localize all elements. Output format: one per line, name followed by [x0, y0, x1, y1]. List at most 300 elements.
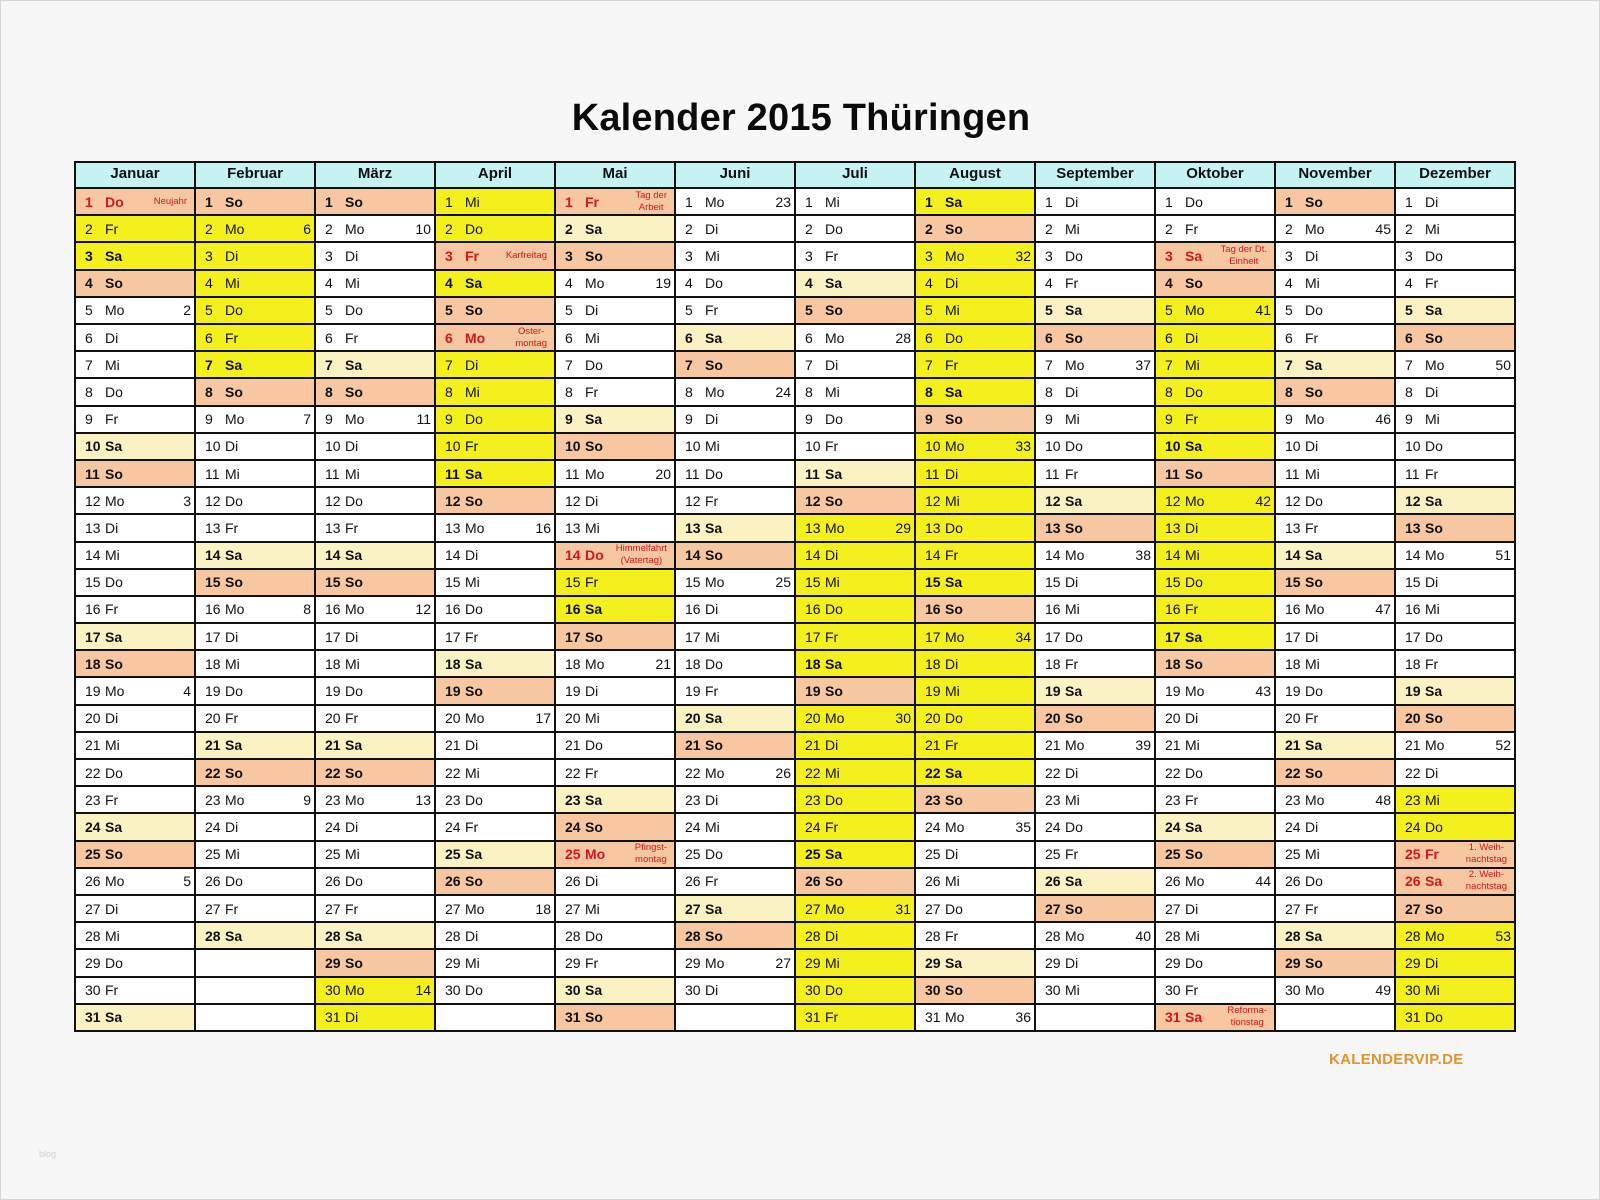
day-cell [1396, 434, 1516, 461]
day-cell [76, 461, 196, 488]
day-cell [796, 1005, 916, 1032]
week-number: 51 [1495, 547, 1511, 564]
weekday-label: Fr [105, 411, 119, 428]
day-cell [196, 407, 316, 434]
day-number: 11 [325, 465, 340, 482]
day-cell [556, 760, 676, 787]
day-cell [436, 407, 556, 434]
weekday-label: Mo [345, 791, 365, 808]
day-cell [916, 543, 1036, 570]
day-cell [196, 298, 316, 325]
day-cell [1156, 515, 1276, 542]
day-number: 7 [85, 356, 93, 373]
day-number: 25 [1165, 846, 1181, 863]
day-cell [436, 379, 556, 406]
weekday-label: Sa [1185, 628, 1203, 645]
weekday-label: Di [465, 356, 479, 373]
weekday-label: Fr [225, 519, 239, 536]
day-number: 30 [85, 982, 101, 999]
day-cell [1156, 842, 1276, 869]
day-number: 24 [325, 819, 341, 836]
day-cell [316, 733, 436, 760]
weekday-label: Sa [1425, 873, 1443, 890]
day-cell [76, 869, 196, 896]
day-cell [796, 325, 916, 352]
weekday-label: Fr [1185, 220, 1199, 237]
day-cell [1396, 978, 1516, 1005]
day-cell [796, 243, 916, 270]
day-cell [196, 271, 316, 298]
weekday-label: Di [945, 275, 959, 292]
site-logo[interactable]: KALENDERVIP.DE [1329, 1051, 1464, 1068]
weekday-label: Sa [1305, 356, 1323, 373]
day-cell [676, 434, 796, 461]
day-number: 8 [565, 383, 573, 400]
day-number: 22 [325, 764, 341, 781]
day-number: 12 [205, 492, 221, 509]
day-cell [76, 515, 196, 542]
day-cell [1156, 189, 1276, 216]
weekday-label: Mi [1065, 411, 1080, 428]
weekday-label: So [1425, 900, 1443, 917]
day-cell [676, 950, 796, 977]
day-cell [316, 597, 436, 624]
day-cell [1036, 597, 1156, 624]
day-cell [916, 678, 1036, 705]
day-cell [1036, 733, 1156, 760]
day-number: 11 [1285, 465, 1300, 482]
weekday-label: Di [1425, 383, 1439, 400]
day-number: 14 [1165, 547, 1181, 564]
week-number: 21 [655, 655, 671, 672]
weekday-label: Mi [1425, 791, 1440, 808]
holiday-name: Reforma- tionstag [1227, 1005, 1267, 1029]
weekday-label: Do [945, 900, 963, 917]
weekday-label: Fr [1425, 465, 1439, 482]
day-number: 7 [445, 356, 453, 373]
day-number: 28 [85, 927, 101, 944]
day-number: 4 [85, 275, 93, 292]
weekday-label: Sa [1305, 547, 1323, 564]
day-cell [916, 842, 1036, 869]
day-cell [556, 189, 676, 216]
weekday-label: So [585, 247, 603, 264]
day-number: 9 [565, 411, 573, 428]
day-cell [796, 869, 916, 896]
day-cell [316, 570, 436, 597]
day-number: 19 [325, 683, 341, 700]
day-cell [556, 869, 676, 896]
day-number: 14 [1285, 547, 1301, 564]
day-number: 20 [565, 710, 581, 727]
day-number: 20 [1045, 710, 1061, 727]
weekday-label: Sa [1065, 683, 1083, 700]
weekday-label: Do [825, 982, 843, 999]
weekday-label: Do [105, 764, 123, 781]
weekday-label: Sa [1185, 819, 1203, 836]
weekday-label: So [345, 574, 363, 591]
week-number: 12 [415, 601, 431, 618]
day-number: 13 [565, 519, 581, 536]
weekday-label: Fr [465, 438, 479, 455]
weekday-label: Fr [1065, 465, 1079, 482]
weekday-label: Sa [1185, 438, 1203, 455]
day-cell [556, 243, 676, 270]
day-cell [316, 950, 436, 977]
day-number: 22 [1405, 764, 1421, 781]
day-cell [556, 407, 676, 434]
weekday-label: Mo [465, 710, 485, 727]
day-cell [916, 216, 1036, 243]
day-cell [1396, 706, 1516, 733]
day-cell [1276, 189, 1396, 216]
weekday-label: Di [1185, 519, 1199, 536]
day-number: 29 [565, 955, 581, 971]
day-cell [316, 1005, 436, 1032]
weekday-label: Di [825, 927, 839, 944]
day-number: 10 [1045, 438, 1061, 455]
day-number: 10 [1405, 438, 1421, 455]
day-cell [1276, 814, 1396, 841]
weekday-label: Sa [465, 465, 483, 482]
week-number: 8 [303, 601, 311, 618]
day-number: 11 [565, 465, 580, 482]
month-header-11: November [1276, 163, 1396, 189]
day-cell [796, 760, 916, 787]
day-number: 24 [85, 819, 101, 836]
week-number: 47 [1375, 601, 1391, 618]
day-cell [1036, 787, 1156, 814]
weekday-label: Fr [1305, 900, 1319, 917]
day-cell [436, 814, 556, 841]
day-number: 19 [565, 683, 581, 700]
day-number: 17 [925, 628, 941, 645]
day-number: 19 [1045, 683, 1061, 700]
day-number: 7 [805, 356, 813, 373]
day-number: 6 [445, 329, 453, 346]
weekday-label: Di [345, 1009, 359, 1026]
day-number: 17 [445, 628, 461, 645]
weekday-label: So [465, 683, 483, 700]
day-number: 18 [205, 655, 221, 672]
day-cell [676, 407, 796, 434]
weekday-label: Mi [465, 764, 480, 781]
day-cell [196, 814, 316, 841]
day-cell [1276, 597, 1396, 624]
weekday-label: So [1305, 193, 1323, 210]
weekday-label: Mo [225, 411, 245, 428]
day-cell [676, 760, 796, 787]
day-cell [796, 733, 916, 760]
week-number: 14 [415, 982, 431, 999]
weekday-label: Sa [945, 193, 963, 210]
holiday-name: Oster- montag [515, 325, 547, 349]
day-cell [1396, 597, 1516, 624]
day-number: 15 [1045, 574, 1061, 591]
day-number: 30 [325, 982, 341, 999]
day-cell [436, 651, 556, 678]
weekday-label: Di [1065, 574, 1079, 591]
day-cell [1036, 216, 1156, 243]
weekday-label: Do [585, 356, 603, 373]
day-cell [1276, 651, 1396, 678]
day-number: 29 [805, 955, 821, 971]
weekday-label: So [225, 193, 243, 210]
week-number: 4 [183, 683, 191, 700]
month-header-3: März [316, 163, 436, 189]
week-number: 16 [535, 519, 551, 536]
day-number: 26 [565, 873, 581, 890]
day-number: 29 [685, 955, 701, 971]
weekday-label: Sa [825, 655, 843, 672]
day-number: 27 [565, 900, 581, 917]
day-number: 30 [565, 982, 581, 999]
day-number: 23 [805, 791, 821, 808]
weekday-label: Fr [1185, 982, 1199, 999]
weekday-label: Di [1305, 247, 1319, 264]
weekday-label: Sa [705, 329, 723, 346]
weekday-label: Mi [1425, 601, 1440, 618]
day-number: 5 [1405, 302, 1413, 319]
month-header-10: Oktober [1156, 163, 1276, 189]
weekday-label: Sa [945, 383, 963, 400]
weekday-label: Sa [705, 900, 723, 917]
weekday-label: Sa [1065, 873, 1083, 890]
day-number: 6 [1405, 329, 1413, 346]
weekday-label: Fr [1185, 791, 1199, 808]
weekday-label: Fr [1065, 846, 1079, 863]
day-number: 8 [805, 383, 813, 400]
weekday-label: Sa [105, 438, 123, 455]
day-cell [916, 461, 1036, 488]
weekday-label: Fr [825, 819, 839, 836]
day-cell [76, 624, 196, 651]
weekday-label: Mo [345, 982, 365, 999]
day-cell [436, 787, 556, 814]
weekday-label: Sa [585, 411, 603, 428]
day-cell [1396, 461, 1516, 488]
day-number: 31 [805, 1009, 821, 1026]
weekday-label: Fr [105, 982, 119, 999]
day-cell [436, 624, 556, 651]
weekday-label: Mo [105, 873, 125, 890]
day-cell [1396, 298, 1516, 325]
day-number: 3 [685, 247, 693, 264]
weekday-label: Mi [705, 819, 720, 836]
day-cell [1036, 488, 1156, 515]
day-number: 29 [445, 955, 461, 971]
weekday-label: So [1065, 329, 1083, 346]
weekday-label: Do [105, 955, 123, 971]
weekday-label: Do [465, 791, 483, 808]
weekday-label: So [465, 873, 483, 890]
weekday-label: Do [1185, 764, 1203, 781]
weekday-label: Mo [105, 302, 125, 319]
day-cell [796, 597, 916, 624]
day-cell [1156, 352, 1276, 379]
week-number: 37 [1135, 356, 1151, 373]
weekday-label: Do [1305, 873, 1323, 890]
weekday-label: Sa [345, 737, 363, 754]
week-number: 19 [655, 275, 671, 292]
day-number: 27 [445, 900, 461, 917]
day-number: 24 [925, 819, 941, 836]
day-number: 27 [805, 900, 821, 917]
weekday-label: Mi [1065, 791, 1080, 808]
day-cell [1396, 543, 1516, 570]
weekday-label: Fr [945, 547, 959, 564]
day-number: 3 [805, 247, 813, 264]
weekday-label: Mo [1185, 873, 1205, 890]
weekday-label: Sa [1185, 1009, 1203, 1026]
weekday-label: Fr [1425, 846, 1439, 863]
weekday-label: Do [345, 873, 363, 890]
weekday-label: Mo [825, 519, 845, 536]
day-number: 7 [1045, 356, 1053, 373]
day-cell [76, 216, 196, 243]
day-cell [196, 896, 316, 923]
day-number: 19 [1285, 683, 1301, 700]
day-cell [436, 678, 556, 705]
week-number: 52 [1495, 737, 1511, 754]
weekday-label: Do [345, 302, 363, 319]
day-number: 13 [925, 519, 941, 536]
day-number: 14 [85, 547, 101, 564]
weekday-label: Mi [105, 927, 120, 944]
day-cell [1396, 325, 1516, 352]
weekday-label: Mo [1185, 492, 1205, 509]
day-cell [316, 543, 436, 570]
day-cell [676, 352, 796, 379]
day-cell [916, 597, 1036, 624]
day-number: 9 [1405, 411, 1413, 428]
weekday-label: Mo [1425, 547, 1445, 564]
day-cell [196, 515, 316, 542]
day-number: 12 [1285, 492, 1301, 509]
weekday-label: Fr [225, 710, 239, 727]
day-cell [436, 896, 556, 923]
day-number: 24 [1405, 819, 1421, 836]
day-cell [1276, 624, 1396, 651]
day-number: 2 [925, 220, 933, 237]
day-cell [1156, 896, 1276, 923]
day-cell [676, 461, 796, 488]
weekday-label: Mi [1425, 411, 1440, 428]
weekday-label: Di [585, 302, 599, 319]
month-header-4: April [436, 163, 556, 189]
weekday-label: Do [1425, 438, 1443, 455]
day-number: 3 [445, 247, 453, 264]
day-number: 2 [1045, 220, 1053, 237]
weekday-label: Mo [225, 220, 245, 237]
weekday-label: Do [105, 383, 123, 400]
day-number: 14 [805, 547, 821, 564]
week-number: 9 [303, 791, 311, 808]
weekday-label: Mo [1065, 927, 1085, 944]
day-cell [316, 624, 436, 651]
day-cell [916, 760, 1036, 787]
weekday-label: Sa [1425, 302, 1443, 319]
day-number: 24 [205, 819, 221, 836]
weekday-label: So [225, 574, 243, 591]
weekday-label: Do [705, 275, 723, 292]
day-number: 13 [1165, 519, 1181, 536]
weekday-label: Fr [585, 764, 599, 781]
day-number: 5 [85, 302, 93, 319]
day-cell [556, 325, 676, 352]
weekday-label: Sa [225, 547, 243, 564]
day-number: 3 [1285, 247, 1293, 264]
weekday-label: So [705, 737, 723, 754]
day-cell [1276, 515, 1396, 542]
weekday-label: So [945, 601, 963, 618]
day-number: 1 [925, 193, 933, 210]
day-cell [796, 515, 916, 542]
day-cell [676, 379, 796, 406]
day-cell [196, 352, 316, 379]
day-number: 16 [85, 601, 101, 618]
empty-day-cell [196, 978, 316, 1005]
day-number: 1 [445, 193, 453, 210]
day-cell [196, 325, 316, 352]
month-header-12: Dezember [1396, 163, 1516, 189]
day-number: 14 [1045, 547, 1061, 564]
day-cell [556, 706, 676, 733]
day-cell [436, 271, 556, 298]
weekday-label: Sa [825, 465, 843, 482]
day-number: 25 [1405, 846, 1421, 863]
weekday-label: Di [1425, 764, 1439, 781]
day-number: 10 [1165, 438, 1181, 455]
day-number: 26 [1165, 873, 1181, 890]
day-cell [436, 597, 556, 624]
weekday-label: Fr [345, 710, 359, 727]
day-cell [436, 189, 556, 216]
day-cell [1036, 923, 1156, 950]
day-number: 22 [1045, 764, 1061, 781]
day-number: 2 [445, 220, 453, 237]
weekday-label: Fr [825, 628, 839, 645]
day-number: 31 [1405, 1009, 1421, 1026]
day-cell [1036, 869, 1156, 896]
weekday-label: Sa [1425, 683, 1443, 700]
day-number: 8 [205, 383, 213, 400]
day-cell [76, 488, 196, 515]
day-cell [316, 352, 436, 379]
weekday-label: Sa [105, 1009, 123, 1026]
day-number: 21 [925, 737, 941, 754]
weekday-label: Mo [945, 247, 965, 264]
week-number: 44 [1255, 873, 1271, 890]
weekday-label: Di [345, 438, 359, 455]
day-number: 22 [445, 764, 461, 781]
day-cell [796, 787, 916, 814]
weekday-label: Mi [585, 519, 600, 536]
day-cell [316, 189, 436, 216]
weekday-label: Do [1185, 383, 1203, 400]
weekday-label: Fr [705, 492, 719, 509]
day-number: 11 [1405, 465, 1420, 482]
day-cell [796, 706, 916, 733]
day-number: 2 [1165, 220, 1173, 237]
weekday-label: So [1185, 655, 1203, 672]
weekday-label: Mo [1185, 302, 1205, 319]
day-number: 7 [565, 356, 573, 373]
weekday-label: So [1065, 900, 1083, 917]
day-cell [436, 869, 556, 896]
week-number: 23 [775, 193, 791, 210]
weekday-label: Fr [585, 955, 599, 971]
